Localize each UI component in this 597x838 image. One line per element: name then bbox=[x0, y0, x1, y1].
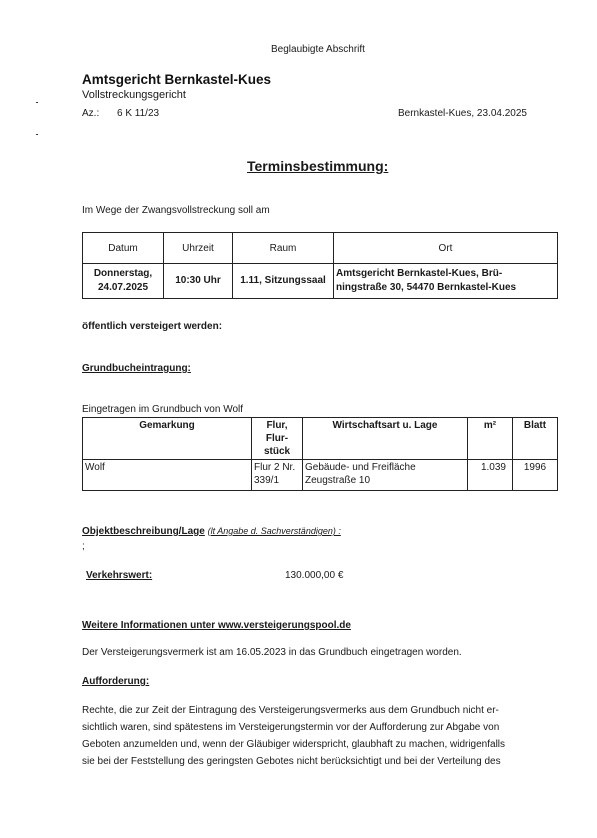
scan-speck bbox=[36, 134, 38, 135]
text-line: Geboten anzumelden und, wenn der Gläubiger widerspricht, glaubhaft zu machen, widrigenfalls bbox=[82, 739, 506, 750]
table-row bbox=[83, 264, 558, 299]
column-header bbox=[252, 418, 303, 460]
market-value-label: Verkehrswert: bbox=[86, 570, 153, 581]
market-value: 130.000,00 € bbox=[285, 570, 344, 581]
page-title: Terminsbestimmung: bbox=[247, 158, 389, 174]
appointment-room: 1.11, Sitzungssaal bbox=[233, 264, 334, 299]
cell-wirtschaftsart bbox=[303, 460, 468, 491]
table-row bbox=[83, 460, 558, 491]
cell-line: Zeugstraße 10 bbox=[305, 475, 371, 486]
appointment-table bbox=[82, 232, 558, 299]
appointment-date bbox=[83, 264, 164, 299]
registration-note: Der Versteigerungsvermerk ist am 16.05.2023 in das Grundbuch eingetragen worden. bbox=[82, 647, 462, 658]
file-number-label: Az.: bbox=[82, 108, 100, 119]
court-department: Vollstreckungsgericht bbox=[82, 89, 186, 101]
text-line: sichtlich waren, sind spätestens im Versteigerungstermin vor der Aufforderung zur Abgabe von bbox=[82, 722, 500, 733]
appointment-place-line: Amtsgericht Bernkastel-Kues, Brü- bbox=[336, 268, 503, 279]
auction-note: öffentlich versteigert werden: bbox=[82, 321, 223, 332]
intro-text: Im Wege der Zwangsvollstreckung soll am bbox=[82, 205, 270, 216]
registered-in: Eingetragen im Grundbuch von Wolf bbox=[82, 404, 244, 415]
cell-line: 339/1 bbox=[254, 475, 280, 486]
land-register-table bbox=[82, 417, 558, 491]
text-line: sie bei der Feststellung des geringsten Gebotes nicht berücksichtigt und bei der Verteilung des bbox=[82, 756, 501, 767]
table-header-row bbox=[83, 418, 558, 460]
column-header: Datum bbox=[83, 233, 164, 264]
request-heading: Aufforderung: bbox=[82, 676, 150, 687]
request-text bbox=[82, 702, 546, 770]
column-header: Uhrzeit bbox=[164, 233, 233, 264]
scan-speck bbox=[36, 102, 38, 103]
column-header-line: stück bbox=[263, 446, 291, 457]
column-header: Wirtschaftsart u. Lage bbox=[303, 418, 468, 460]
cell-line: Gebäude- und Freifläche bbox=[305, 462, 416, 473]
object-heading: Objektbeschreibung/Lage bbox=[82, 526, 205, 537]
cell-gemarkung: Wolf bbox=[83, 460, 252, 491]
cell-blatt: 1996 bbox=[513, 460, 558, 491]
copy-note: Beglaubigte Abschrift bbox=[271, 44, 365, 55]
file-number: 6 K 11/23 bbox=[117, 108, 160, 119]
object-note: (lt Angabe d. Sachverständigen) : bbox=[207, 526, 341, 536]
column-header: Raum bbox=[233, 233, 334, 264]
column-header: m² bbox=[468, 418, 513, 460]
column-header-line: Flur, Flur- bbox=[265, 420, 289, 444]
court-name: Amtsgericht Bernkastel-Kues bbox=[82, 72, 272, 87]
cell-line: Flur 2 Nr. bbox=[254, 462, 296, 473]
appointment-place-line: ningstraße 30, 54470 Bernkastel-Kues bbox=[336, 282, 517, 293]
appointment-time: 10:30 Uhr bbox=[164, 264, 233, 299]
column-header: Gemarkung bbox=[83, 418, 252, 460]
appointment-weekday: Donnerstag, bbox=[93, 268, 153, 279]
cell-flur bbox=[252, 460, 303, 491]
text-line: Rechte, die zur Zeit der Eintragung des Versteigerungsvermerks aus dem Grundbuch nicht er- bbox=[82, 705, 499, 716]
column-header: Ort bbox=[334, 233, 558, 264]
land-register-heading: Grundbucheintragung: bbox=[82, 363, 191, 374]
cell-area: 1.039 bbox=[468, 460, 513, 491]
place-date: Bernkastel-Kues, 23.04.2025 bbox=[398, 108, 527, 119]
appointment-place bbox=[334, 264, 558, 299]
table-header-row bbox=[83, 233, 558, 264]
object-value: ; bbox=[82, 541, 85, 552]
column-header: Blatt bbox=[513, 418, 558, 460]
appointment-day: 24.07.2025 bbox=[97, 282, 149, 293]
object-description bbox=[82, 526, 341, 537]
more-info: Weitere Informationen unter www.versteigerungspool.de bbox=[82, 620, 351, 631]
